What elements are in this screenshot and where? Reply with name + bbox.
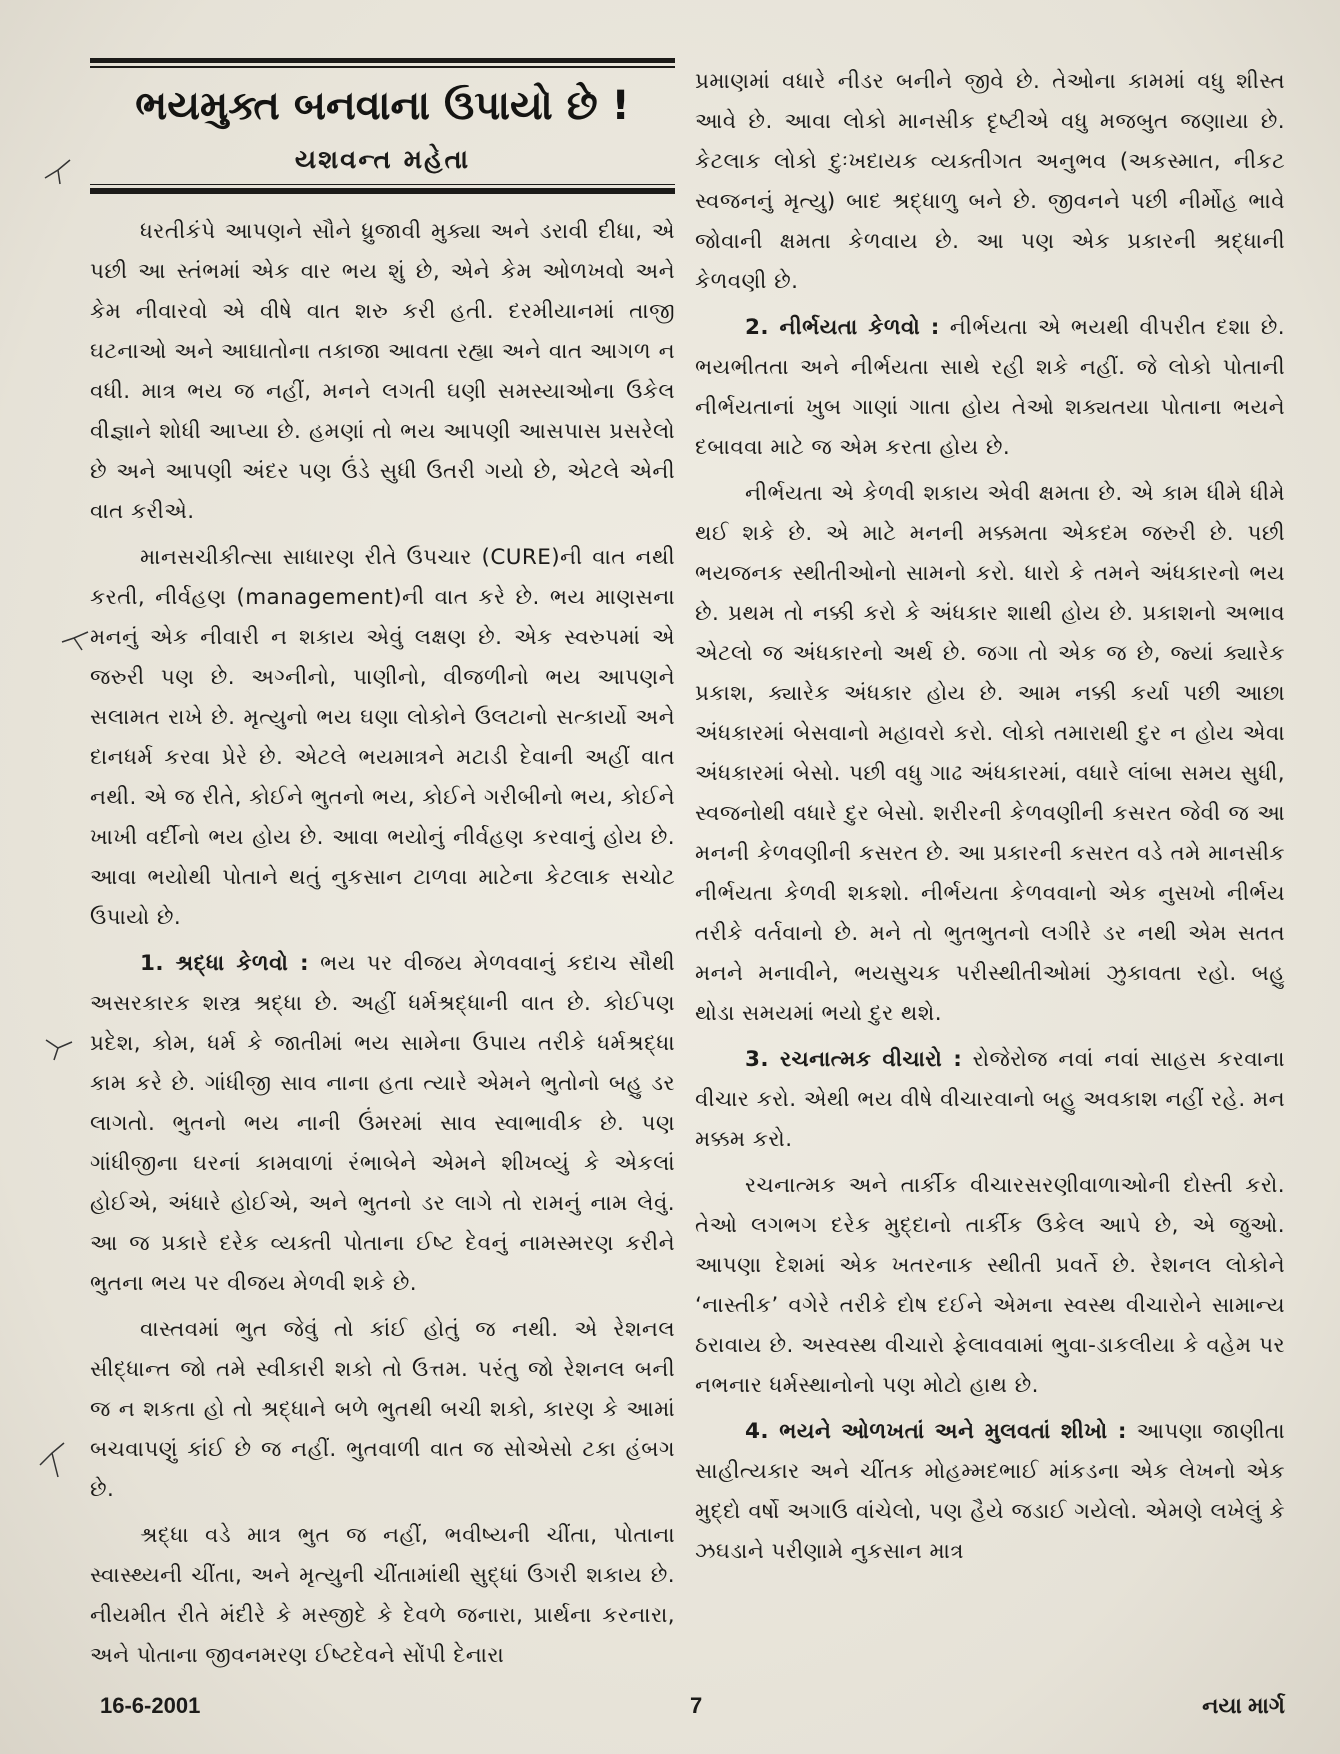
right-paragraph-3: નીર્ભયતા એ કેળવી શકાય એવી ક્ષમતા છે. એ કામ ધીમે ધીમે થઈ શકે છે. એ માટે મનની મક્કમતા એકદમ જરુરી છે. પછી ભયજનક સ્થીતીઓનો સામનો કરો. ધારો કે તમને અંધકારનો ભય છે. પ્રથમ તો નક્કી કરો કે અંધકાર શાથી હોય છે. પ્રકાશનો અભાવ એટલો જ અંધકારનો અર્થ છે. જગા તો એક જ છે, જ્યાં ક્યારેક પ્રકાશ, ક્યારેક અંધકાર હોય છે. આમ નક્કી કર્યા પછી આછા અંધકારમાં બેસવાનો મહાવરો કરો. લોકો તમારાથી દુર ન હોય એવા અંધકારમાં બેસો. પછી વધુ ગાઢ અંધકારમાં, વધારે લાંબા સમય સુધી, સ્વજનોથી વધારે દુર બેસો. શરીરની કેળવણીની કસરત જેવી જ આ મનની કેળવણીની કસરત છે. આ પ્રકારની કસરત વડે તમે માનસીક નીર્ભયતા કેળવી શકશો. નીર્ભયતા કેળવવાનો એક નુસખો નીર્ભય તરીકે વર્તવાનો છે. મને તો ભુતભુતનો લગીરે ડર નથી એમ સતત મનને મનાવીને, ભયસુચક પરીસ્થીતીઓમાં ઝુકાવતા રહો. બહુ થોડા સમયમાં ભયો દુર થશે. bbox=[695, 481, 1285, 1026]
section-heading-constructive: 3. રચનાત્મક વીચારો : bbox=[745, 1047, 963, 1072]
right-paragraph-4 bbox=[695, 1040, 1285, 1160]
left-paragraph-2: માનસચીકીત્સા સાધારણ રીતે ઉપચાર (CURE)ની વાત નથી કરતી, નીર્વહણ (management)ની વાત કરે છે. ભય માણસના મનનું એક નીવારી ન શકાય એવું લક્ષણ છે. એક સ્વરુપમાં એ જરુરી પણ છે. અગ્નીનો, પાણીનો, વીજળીનો ભય આપણને સલામત રાખે છે. મૃત્યુનો ભય ઘણા લોકોને ઉલટાનો સત્કાર્યો અને દાનધર્મ કરવા પ્રેરે છે. એટલે ભયમાત્રને મટાડી દેવાની અહીં વાત નથી. એ જ રીતે, કોઈને ભુતનો ભય, કોઈને ગરીબીનો ભય, કોઈને ખાખી વર્દીનો ભય હોય છે. આવા ભયોનું નીર્વહણ કરવાનું હોય છે. આવા ભયોથી પોતાને થતું નુકસાન ટાળવા માટેના કેટલાક સચોટ ઉપાયો છે. bbox=[90, 545, 675, 930]
title-bottom-rule bbox=[90, 188, 675, 194]
left-column bbox=[90, 50, 675, 1682]
magazine-name: નયા માર્ગ bbox=[1202, 1693, 1285, 1718]
article-author: યશવન્ત મહેતા bbox=[294, 144, 471, 175]
right-paragraph-2-text: નીર્ભયતા એ ભયથી વીપરીત દશા છે. ભયભીતતા અને નીર્ભયતા સાથે રહી શકે નહીં. જે લોકો પોતાની નીર્ભયતાનાં ખુબ ગાણાં ગાતા હોય તેઓ શક્યતયા પોતાના ભયને દબાવવા માટે જ એમ કરતા હોય છે. bbox=[695, 315, 1285, 460]
page-number: 7 bbox=[690, 1693, 703, 1718]
left-paragraph-5: શ્રદ્ધા વડે માત્ર ભુત જ નહીં, ભવીષ્યની ચીંતા, પોતાના સ્વાસ્થ્યની ચીંતા, અને મૃત્યુની ચીંતામાંથી સુદ્ધાં ઉગરી શકાય છે. નીયમીત રીતે મંદીરે કે મસ્જીદે કે દેવળે જનારા, પ્રાર્થના કરનારા, અને પોતાના જીવનમરણ ઈષ્ટદેવને સોંપી દેનારા bbox=[90, 1523, 675, 1668]
left-paragraph-3-text: ભય પર વીજય મેળવવાનું કદાચ સૌથી અસરકારક શસ્ત્ર શ્રદ્ધા છે. અહીં ધર્મશ્રદ્ધાની વાત છે. કોઈપણ પ્રદેશ, કોમ, ધર્મ કે જાતીમાં ભય સામેના ઉપાય તરીકે ધર્મશ્રદ્ધા કામ કરે છે. ગાંધીજી સાવ નાના હતા ત્યારે એમને ભુતોનો બહુ ડર લાગતો. ભુતનો ભય નાની ઉંમરમાં સાવ સ્વાભાવીક છે. પણ ગાંધીજીના ઘરનાં કામવાળાં રંભાબેને એમને શીખવ્યું કે એકલાં હોઈએ, અંધારે હોઈએ, અને ભુતનો ડર લાગે તો રામનું નામ લેવું. આ જ પ્રકારે દરેક વ્યક્તી પોતાના ઈષ્ટ દેવનું નામસ્મરણ કરીને ભુતના ભય પર વીજય મેળવી શકે છે. bbox=[90, 951, 675, 1296]
margin-pen-mark-4 bbox=[34, 1425, 74, 1485]
title-top-rule bbox=[90, 58, 675, 63]
issue-date: 16-6-2001 bbox=[100, 1693, 201, 1718]
right-paragraph-2 bbox=[695, 308, 1285, 468]
right-paragraph-4-text: રોજેરોજ નવાં નવાં સાહસ કરવાના વીચાર કરો. એથી ભય વીષે વીચારવાનો બહુ અવકાશ નહીં રહે. મન મક્કમ કરો. bbox=[695, 1047, 1285, 1152]
right-paragraph-1: પ્રમાણમાં વધારે નીડર બનીને જીવે છે. તેઓના કામમાં વધુ શીસ્ત આવે છે. આવા લોકો માનસીક દૃષ્ટીએ વધુ મજબુત જણાયા છે. કેટલાક લોકો દુઃખદાયક વ્યક્તીગત અનુભવ (અકસ્માત, નીકટ સ્વજનનું મૃત્યુ) બાદ શ્રદ્ધાળુ બને છે. જીવનને પછી નીર્મોહ ભાવે જોવાની ક્ષમતા કેળવાય છે. આ પણ એક પ્રકારની શ્રદ્ધાની કેળવણી છે. bbox=[695, 69, 1285, 294]
margin-pen-mark-2 bbox=[58, 620, 98, 660]
margin-pen-mark-3 bbox=[40, 1020, 80, 1070]
left-paragraph-3 bbox=[90, 944, 675, 1304]
section-heading-recognize: 4. ભયને ઓળખતાં અને મુલવતાં શીખો : bbox=[745, 1419, 1127, 1444]
section-heading-faith: 1. શ્રદ્ધા કેળવો : bbox=[140, 951, 309, 976]
title-top-thin-rule bbox=[90, 66, 675, 68]
right-column bbox=[695, 62, 1285, 1578]
right-paragraph-6-text: આપણા જાણીતા સાહીત્યકાર અને ચીંતક મોહમ્મદભાઈ માંકડના એક લેખનો એક મુદ્દો વર્ષો અગાઉ વાંચેલો, પણ હૈયે જડાઈ ગયેલો. એમણે લખેલું કે ઝઘડાને પરીણામે નુકસાન માત્ર bbox=[695, 1419, 1285, 1564]
article-title: ભયમુક્ત બનવાના ઉપાયો છે ! bbox=[135, 82, 630, 129]
left-paragraph-1: ધરતીકંપે આપણને સૌને ધ્રુજાવી મુક્યા અને ડરાવી દીધા, એ પછી આ સ્તંભમાં એક વાર ભય શું છે, એને કેમ ઓળખવો અને કેમ નીવારવો એ વીષે વાત શરુ કરી હતી. દરમીયાનમાં તાજી ઘટનાઓ અને આઘાતોના તકાજા આવતા રહ્યા અને વાત આગળ ન વધી. માત્ર ભય જ નહીં, મનને લગતી ઘણી સમસ્યાઓના ઉકેલ વીજ્ઞાને શોધી આપ્યા છે. હમણાં તો ભય આપણી આસપાસ પ્રસરેલો છે અને આપણી અંદર પણ ઉંડે સુધી ઉતરી ગયો છે, એટલે એની વાત કરીએ. bbox=[90, 219, 675, 524]
title-bottom-thin-rule bbox=[90, 184, 675, 186]
margin-pen-mark-1 bbox=[40, 150, 80, 190]
section-heading-fearlessness: 2. નીર્ભયતા કેળવો : bbox=[745, 315, 940, 340]
right-paragraph-5: રચનાત્મક અને તાર્કીક વીચારસરણીવાળાઓની દોસ્તી કરો. તેઓ લગભગ દરેક મુદ્દાનો તાર્કીક ઉકેલ આપે છે, એ જુઓ. આપણા દેશમાં એક ખતરનાક સ્થીતી પ્રવર્તે છે. રેશનલ લોકોને ‘નાસ્તીક’ વગેરે તરીકે દોષ દઈને એમના સ્વસ્થ વીચારોને સામાન્ય ઠરાવાય છે. અસ્વસ્થ વીચારો ફેલાવવામાં ભુવા-ડાકલીયા કે વહેમ પર નભનાર ધર્મસ્થાનોનો પણ મોટો હાથ છે. bbox=[695, 1173, 1285, 1398]
right-paragraph-6 bbox=[695, 1412, 1285, 1572]
left-paragraph-4: વાસ્તવમાં ભુત જેવું તો કાંઈ હોતું જ નથી. એ રેશનલ સીદ્ધાન્ત જો તમે સ્વીકારી શકો તો ઉત્તમ. પરંતુ જો રેશનલ બની જ ન શકતા હો તો શ્રદ્ધાને બળે ભુતથી બચી શકો, કારણ કે આમાં બચવાપણું કાંઈ છે જ નહીં. ભુતવાળી વાત જ સોએસો ટકા હંબગ છે. bbox=[90, 1317, 675, 1502]
